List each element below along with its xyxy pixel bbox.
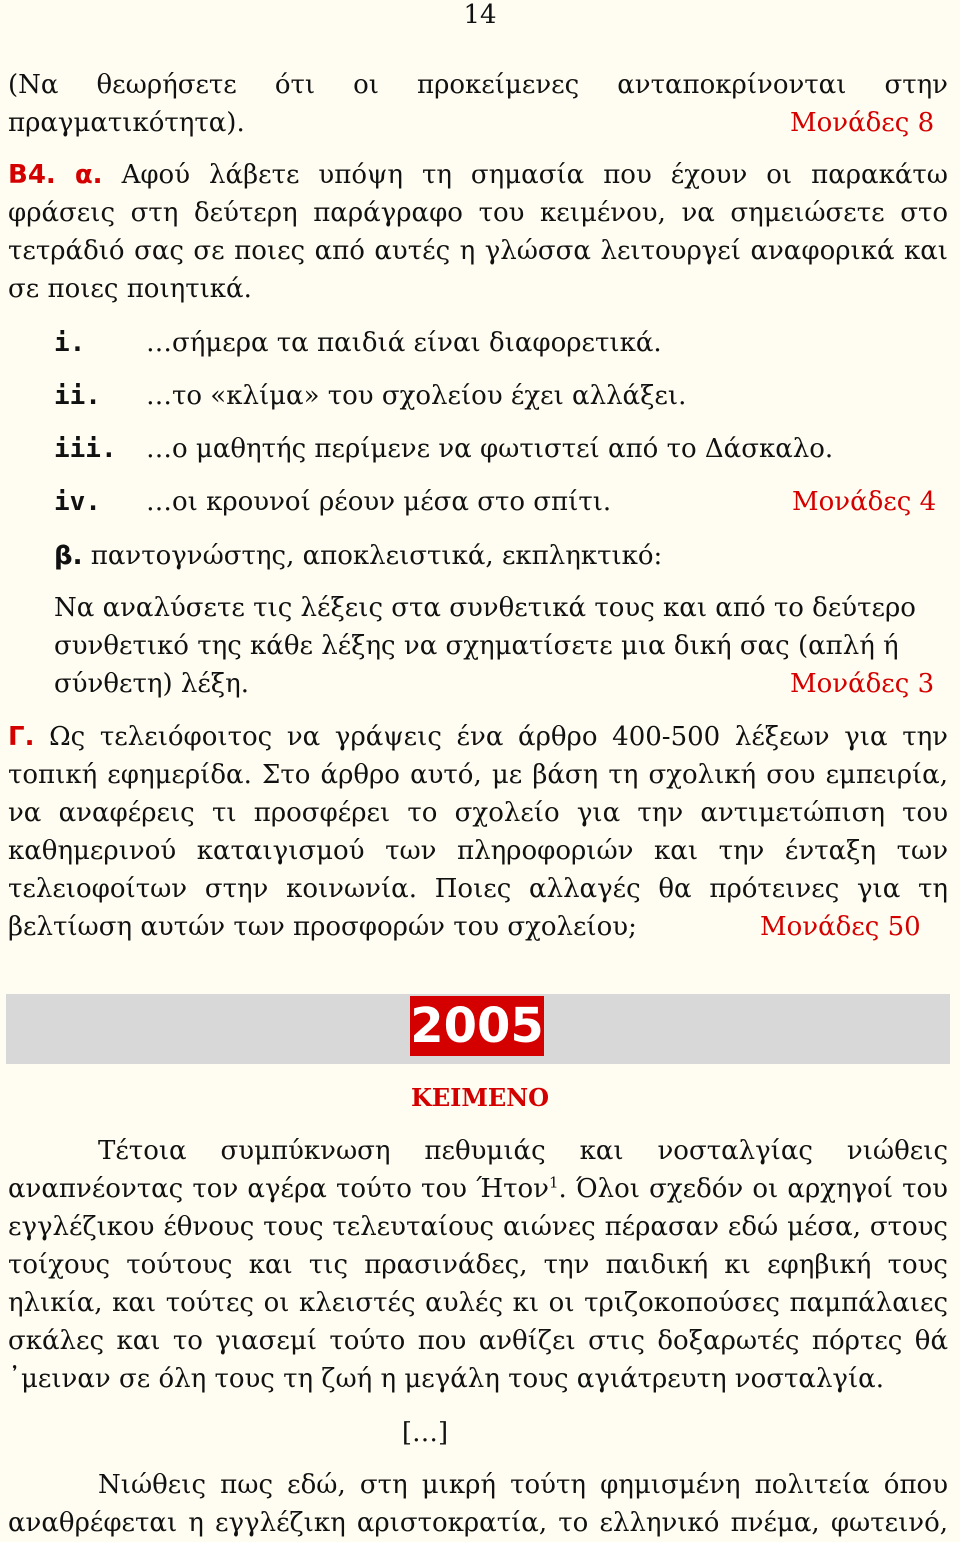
item-num-i: i. bbox=[54, 328, 86, 358]
passage-line-2b: . Όλοι σχεδόν οι αρχηγοί του bbox=[558, 1174, 948, 1204]
b4-sub-b: β. bbox=[54, 541, 83, 571]
b4-sub-a: α. bbox=[74, 160, 103, 190]
passage-line-2a: αναπνέοντας τον αγέρα τούτο του Ήτον bbox=[8, 1174, 549, 1204]
passage-line-8: Νιώθεις πως εδώ, στη μικρή τούτη φημισμένη πολιτεία όπου bbox=[98, 1470, 948, 1500]
b4-line-3: τετράδιό σας σε ποιες από αυτές η γλώσσα λειτουργεί αναφορικά και bbox=[8, 236, 948, 266]
g-label: Γ. bbox=[8, 722, 35, 752]
g-line-2: τοπική εφημερίδα. Στο άρθρο αυτό, με βάση τη σχολική σου εμπειρία, bbox=[8, 760, 948, 790]
b4-line-1 bbox=[8, 156, 948, 194]
item-num-iv: iv. bbox=[54, 487, 101, 517]
g-line-1 bbox=[8, 718, 948, 756]
passage-line-5: ηλικία, και τούτες οι κλειστές αυλές κι οι τριζοκοπούσες παμπάλαιες bbox=[8, 1288, 948, 1318]
footnote-marker: 1 bbox=[548, 1173, 559, 1192]
g-line-4: καθημερινού καταιγισμού των πληροφοριών και την ένταξη των bbox=[8, 836, 948, 866]
g-marks: Μονάδες 50 bbox=[760, 912, 921, 942]
passage-line-4: τοίχους τούτους και τις πρασινάδες, την παιδική κι εφηβική τους bbox=[8, 1250, 948, 1280]
intro-marks: Μονάδες 8 bbox=[790, 108, 935, 138]
intro-line-2: πραγματικότητα). bbox=[8, 108, 245, 138]
page-number: 14 bbox=[463, 0, 497, 30]
intro-line-1: (Να θεωρήσετε ότι οι προκείμενες ανταποκρίνονται στην bbox=[8, 70, 948, 100]
items-marks: Μονάδες 4 bbox=[792, 487, 937, 517]
item-num-iii: iii. bbox=[54, 434, 117, 464]
b4-b-marks: Μονάδες 3 bbox=[790, 669, 935, 699]
year-badge: 2005 bbox=[410, 998, 544, 1054]
b4-b-line bbox=[54, 537, 944, 575]
b4-label: Β4. bbox=[8, 160, 56, 190]
b4-line-2: φράσεις στη δεύτερη παράγραφο του κειμένου, να σημειώσετε στο bbox=[8, 198, 948, 228]
g-line-6: βελτίωση αυτών των προσφορών του σχολείου; bbox=[8, 912, 637, 942]
b4-b-words: παντογνώστης, αποκλειστικά, εκπληκτικό: bbox=[90, 541, 663, 571]
item-text-iii: …ο μαθητής περίμενε να φωτιστεί από το Δάσκαλο. bbox=[146, 434, 834, 464]
passage-line-1: Τέτοια συμπύκνωση πεθυμιάς και νοσταλγίας νιώθεις bbox=[98, 1136, 948, 1166]
item-text-i: …σήμερα τα παιδιά είναι διαφορετικά. bbox=[146, 328, 662, 358]
b4-b-line-2: συνθετικό της κάθε λέξης να σχηματίσετε μια δική σας (απλή ή bbox=[54, 631, 899, 661]
passage-line-6: σκάλες και το γιασεμί τούτο που ανθίζει στις δοξαρωτές πόρτες θά bbox=[8, 1326, 948, 1356]
passage-line-9: αναθρέφεται η εγγλέζικη αριστοκρατία, το ελληνικό πνέμα, φωτεινό, bbox=[8, 1508, 948, 1538]
b4-b-line-1: Να αναλύσετε τις λέξεις στα συνθετικά τους και από το δεύτερο bbox=[54, 593, 916, 623]
g-line-1-text: Ως τελειόφοιτος να γράψεις ένα άρθρο 400-500 λέξεων για την bbox=[49, 722, 948, 752]
passage-line-7: ᾽μειναν σε όλη τους τη ζωή η μεγάλη τους αγιάτρευτη νοσταλγία. bbox=[8, 1364, 884, 1394]
passage-ellipsis: […] bbox=[401, 1418, 449, 1448]
g-line-5: τελειοφοίτων στην κοινωνία. Ποιες αλλαγές θα πρότεινες για τη bbox=[8, 874, 948, 904]
text-heading: ΚΕΙΜΕΝΟ bbox=[410, 1083, 550, 1112]
b4-line-4: σε ποιες ποιητικά. bbox=[8, 274, 252, 304]
g-line-3: να αναφέρεις τι προσφέρει το σχολείο για την αντιμετώπιση του bbox=[8, 798, 948, 828]
b4-line-1-text: Αφού λάβετε υπόψη τη σημασία που έχουν οι παρακάτω bbox=[121, 160, 949, 190]
item-text-iv: …οι κρουνοί ρέουν μέσα στο σπίτι. bbox=[146, 487, 612, 517]
item-text-ii: …το «κλίμα» του σχολείου έχει αλλάξει. bbox=[146, 381, 687, 411]
passage-line-3: εγγλέζικου έθνους τους τελευταίους αιώνες πέρασαν εδώ μέσα, στους bbox=[8, 1212, 948, 1242]
b4-b-line-3: σύνθετη) λέξη. bbox=[54, 669, 249, 699]
passage-line-2 bbox=[8, 1170, 948, 1208]
item-num-ii: ii. bbox=[54, 381, 101, 411]
